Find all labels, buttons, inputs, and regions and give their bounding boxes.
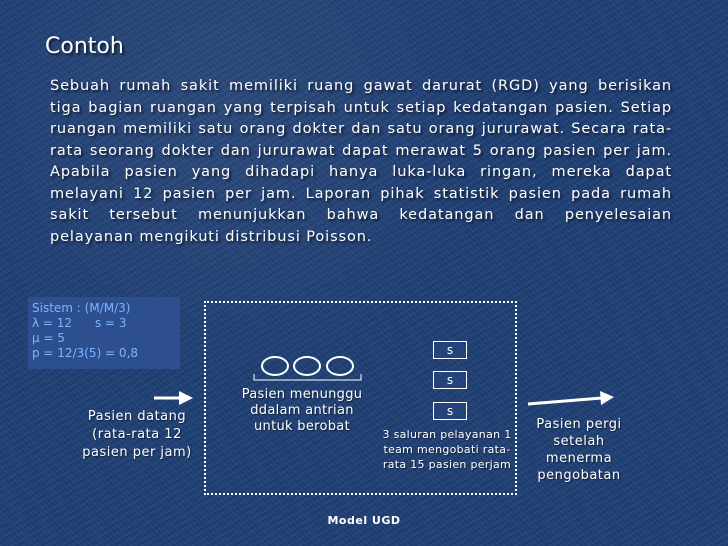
servers-caption: 3 saluran pelayanan 1 team mengobati rata-rata 15 pasien perjam: [382, 428, 512, 471]
system-model-line: Sistem : (M/M/3): [32, 301, 131, 315]
system-utilization-line: p = 12/3(5) = 0,8: [32, 346, 139, 360]
departure-label: Pasien pergi setelah menerma pengobatan: [536, 417, 622, 483]
server-box-3: s: [433, 402, 467, 420]
queue-patient-ellipse: [294, 357, 320, 375]
server-box-2: s: [433, 371, 467, 389]
server-box-1: s: [433, 341, 467, 359]
queue-label: Pasien menunggu ddalam antrian untuk berobat: [241, 387, 363, 434]
diagram-caption: Model UGD: [327, 514, 401, 527]
problem-paragraph: Sebuah rumah sakit memiliki ruang gawat darurat (RGD) yang berisikan tiga bagian ruangan yang terpisah untuk setiap kedatangan pasien. Setiap ruangan memiliki satu orang dokter dan satu orang jururawat. Secara rata-rata seorang dokter dan jururawat dapat merawat 5 orang pasien per jam. Apabila pasien yang dihadapi hanya luka-luka ringan, mereka dapat melayani 12 pasien per jam. Laporan pihak statistik pasien pada rumah sakit tersebut menunjukkan bahwa kedatangan dan penyelesaian pelayanan mengikuti distribusi Poisson.: [50, 78, 672, 245]
system-mu-line: µ = 5: [32, 331, 65, 345]
queue-patient-ellipse: [327, 357, 353, 375]
system-lambda-line: λ = 12 s = 3: [32, 316, 127, 330]
queue-patient-ellipse: [262, 357, 288, 375]
arrival-label: Pasien datang (rata-rata 12 pasien per jam): [82, 409, 192, 460]
departure-arrow: [528, 391, 614, 405]
slide-title: Contoh: [45, 34, 124, 59]
arrival-arrow: [154, 391, 193, 405]
